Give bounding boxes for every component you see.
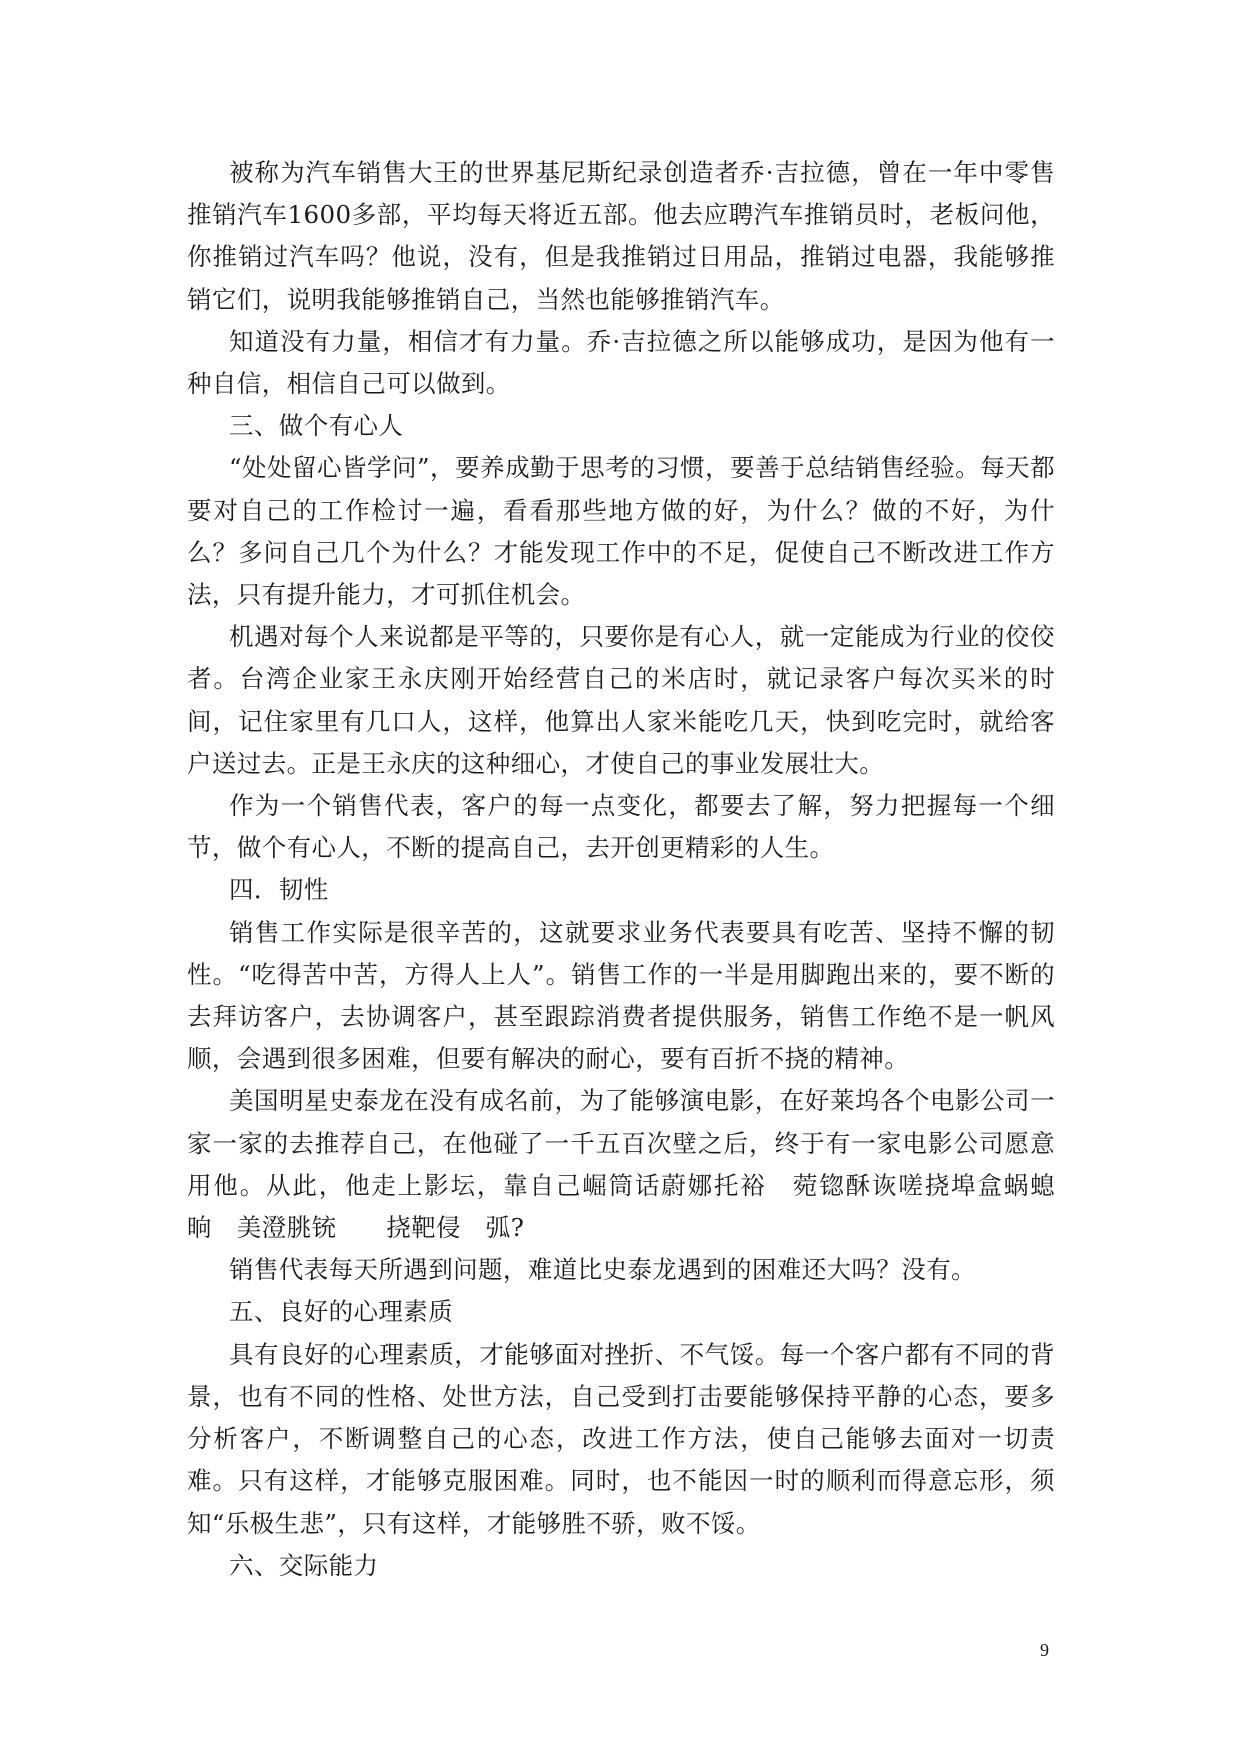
- paragraph-psychology: 具有良好的心理素质，才能够面对挫折、不气馁。每一个客户都有不同的背景，也有不同的性格、处世方法，自己受到打击要能够保持平静的心态，要多分析客户，不断调整自己的心态，改进工作方法，使自己能够去面对一切责难。只有这样，才能够克服困难。同时，也不能因一时的顺利而得意忘形，须知“乐极生悲”，只有这样，才能够胜不骄，败不馁。: [187, 1339, 1055, 1538]
- paragraph-daily-problems: 销售代表每天所遇到问题，难道比史泰龙遇到的困难还大吗？没有。: [229, 1255, 976, 1285]
- page-body: [187, 152, 1080, 1587]
- paragraph-stallone: 美国明星史泰龙在没有成名前，为了能够演电影，在好莱坞各个电影公司一家一家的去推荐自己，在他碰了一千五百次壁之后，终于有一家电影公司愿意用他。从此，他走上影坛，靠自己崛筒话蔚娜托裕 菀锪酥诙嗟挠埠盒蜗螅 晌 美澄朓铳 挠靶侵 弧?: [187, 1086, 1080, 1243]
- paragraph-sales-rep-details: 作为一个销售代表，客户的每一点变化，都要去了解，努力把握每一个细节，做个有心人，不断的提高自己，去开创更精彩的人生。: [187, 791, 1055, 863]
- page-number: 9: [1040, 1640, 1049, 1660]
- paragraph-perseverance: 销售工作实际是很辛苦的，这就要求业务代表要具有吃苦、坚持不懈的韧性。“吃得苦中苦，方得人上人”。销售工作的一半是用脚跑出来的，要不断的去拜访客户，去协调客户，甚至跟踪消费者提供服务，销售工作绝不是一帆风顺，会遇到很多困难，但要有解决的耐心，要有百折不挠的精神。: [187, 917, 1055, 1074]
- paragraph-joe-girard-story: 被称为汽车销售大王的世界基尼斯纪录创造者乔·吉拉德，曾在一年中零售推销汽车1600多部，平均每天将近五部。他去应聘汽车推销员时，老板问他，你推销过汽车吗？他说，没有，但是我推销过日用品，推销过电器，我能够推销它们，说明我能够推销自己，当然也能够推销汽车。: [187, 158, 1055, 314]
- section-heading-4: 四．韧性: [229, 875, 329, 905]
- paragraph-wang-yongqing: 机遇对每个人来说都是平等的，只要你是有心人，就一定能成为行业的佼佼者。台湾企业家王永庆刚开始经营自己的米店时，就记录客户每次买米的时间，记住家里有几口人，这样，他算出人家米能吃几天，快到吃完时，就给客户送过去。正是王永庆的这种细心，才使自己的事业发展壮大。: [187, 622, 1055, 778]
- paragraph-attentive: “处处留心皆学问”，要养成勤于思考的习惯，要善于总结销售经验。每天都要对自己的工作检讨一遍，看看那些地方做的好，为什么？做的不好，为什么？多问自己几个为什么？才能发现工作中的不足，促使自己不断改进工作方法，只有提升能力，才可抓住机会。: [187, 453, 1055, 610]
- paragraph-confidence: 知道没有力量，相信才有力量。乔·吉拉德之所以能够成功，是因为他有一种自信，相信自己可以做到。: [187, 326, 1055, 399]
- section-heading-5: 五、良好的心理素质: [229, 1297, 454, 1327]
- section-heading-3: 三、做个有心人: [229, 411, 404, 441]
- section-heading-6: 六、交际能力: [229, 1550, 379, 1580]
